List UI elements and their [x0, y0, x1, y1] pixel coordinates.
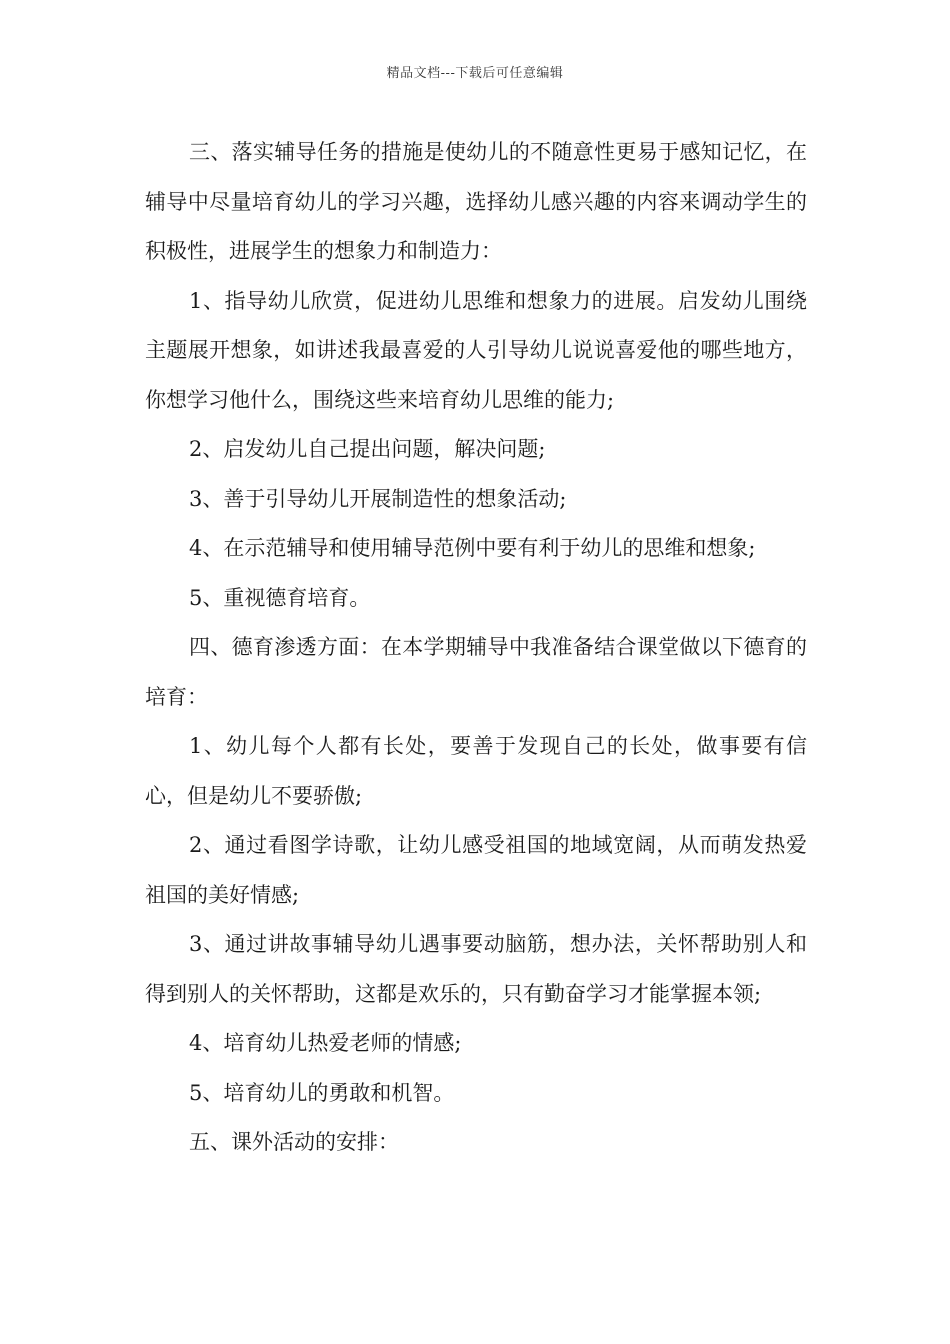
paragraph-item: 2、启发幼儿自己提出问题，解决问题;: [189, 437, 546, 461]
paragraph-section-three: 三、落实辅导任务的措施是使幼儿的不随意性更易于感知记忆，在辅导中尽量培育幼儿的学习兴趣，选择幼儿感兴趣的内容来调动学生的积极性，进展学生的想象力和制造力：: [145, 140, 807, 263]
paragraph-item: 3、通过讲故事辅导幼儿遇事要动脑筋，想办法，关怀帮助别人和得到别人的关怀帮助，这都是欢乐的，只有勤奋学习才能掌握本领;: [145, 932, 807, 1006]
paragraph-item: 2、通过看图学诗歌，让幼儿感受祖国的地域宽阔，从而萌发热爱祖国的美好情感;: [145, 833, 807, 907]
paragraph-item: 4、在示范辅导和使用辅导范例中要有利于幼儿的思维和想象;: [189, 536, 756, 560]
paragraph-item: 4、培育幼儿热爱老师的情感;: [189, 1031, 462, 1055]
paragraph-section-five: 五、课外活动的安排：: [189, 1130, 399, 1154]
paragraph-item: 1、指导幼儿欣赏，促进幼儿思维和想象力的进展。启发幼儿围绕主题展开想象，如讲述我最喜爱的人引导幼儿说说喜爱他的哪些地方，你想学习他什么，围绕这些来培育幼儿思维的能力;: [145, 288, 807, 412]
paragraph-item: 1、幼儿每个人都有长处，要善于发现自己的长处，做事要有信心，但是幼儿不要骄傲;: [145, 734, 807, 808]
paragraph-item: 3、善于引导幼儿开展制造性的想象活动;: [189, 486, 567, 511]
page-header: 精品文档---下载后可任意编辑: [386, 66, 564, 81]
document-body: [145, 128, 807, 1168]
paragraph-item: 5、培育幼儿的勇敢和机智。: [189, 1080, 455, 1105]
paragraph-section-four: 四、德育渗透方面：在本学期辅导中我准备结合课堂做以下德育的培育：: [145, 635, 807, 709]
paragraph-item: 5、重视德育培育。: [189, 585, 371, 610]
